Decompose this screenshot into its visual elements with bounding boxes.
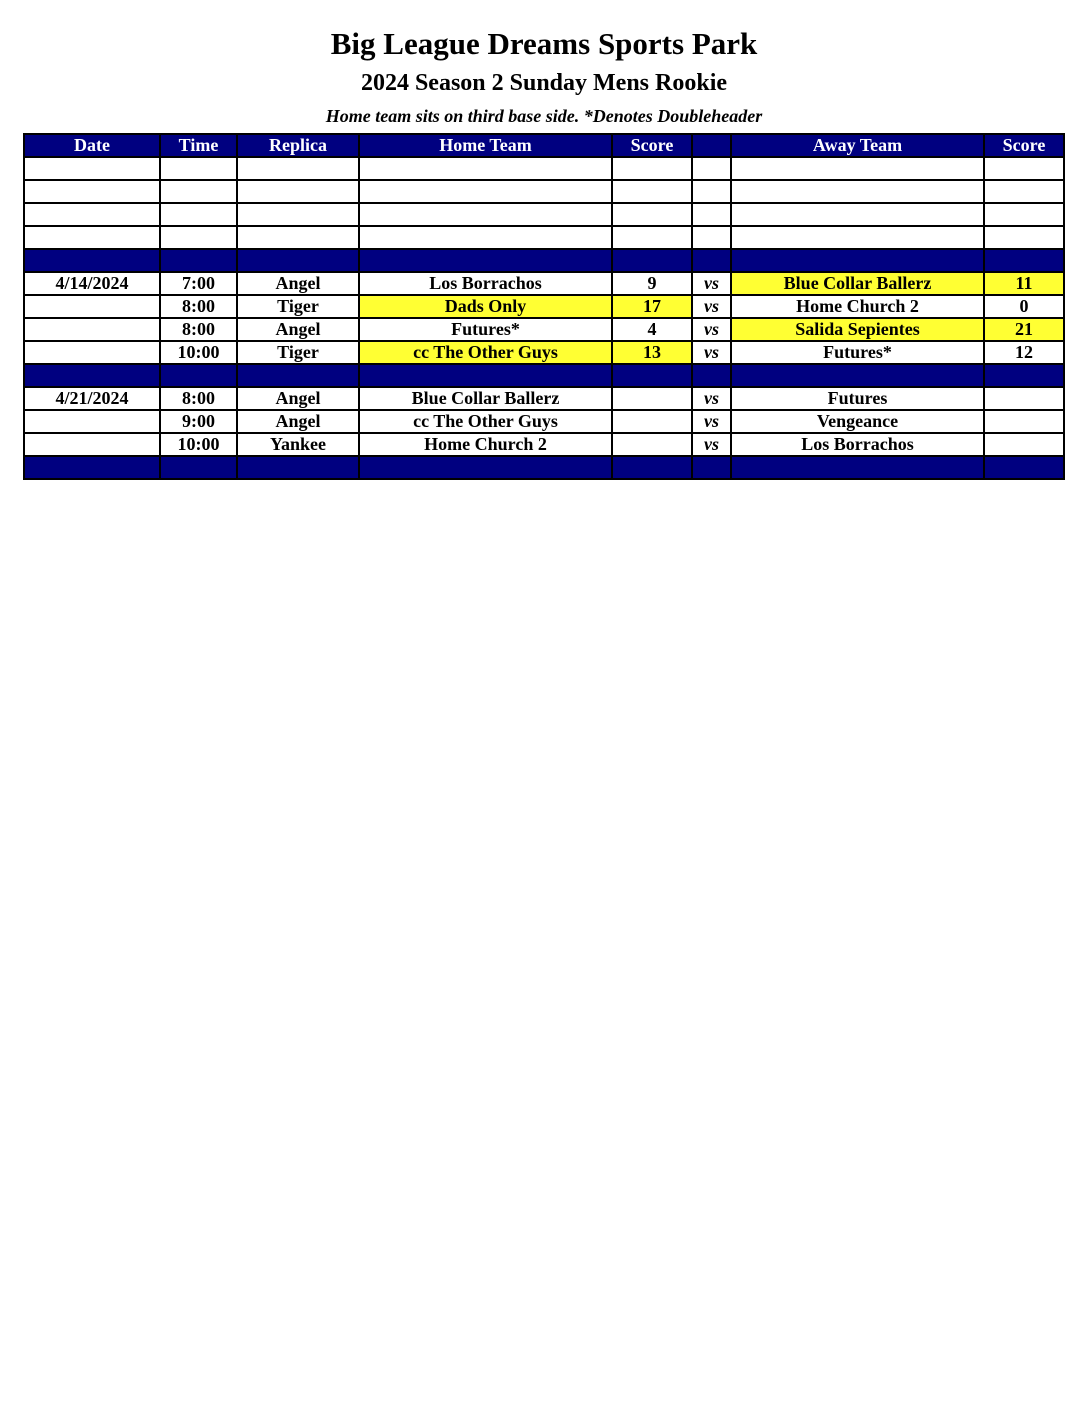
home-score: 13: [612, 341, 692, 364]
game-field: Angel: [237, 410, 359, 433]
col-header-away-team: Away Team: [731, 134, 984, 157]
col-header-time: Time: [160, 134, 237, 157]
header-row: [24, 134, 1064, 157]
vs-label: vs: [692, 341, 731, 364]
col-header-home-score: Score: [612, 134, 692, 157]
game-time: 10:00: [160, 433, 237, 456]
game-field: Tiger: [237, 341, 359, 364]
away-team: Los Borrachos: [731, 433, 984, 456]
season-subtitle: 2024 Season 2 Sunday Mens Rookie: [360, 70, 728, 96]
home-team: Los Borrachos: [359, 272, 612, 295]
game-row: [24, 318, 1064, 341]
col-header-replica: Replica: [237, 134, 359, 157]
col-header-away-score: Score: [984, 134, 1064, 157]
home-team: cc The Other Guys: [359, 341, 612, 364]
away-score: [984, 387, 1064, 410]
game-row: [24, 272, 1064, 295]
home-score: 17: [612, 295, 692, 318]
separator-row: [24, 249, 1064, 272]
home-team: Blue Collar Ballerz: [359, 387, 612, 410]
separator-row: [24, 364, 1064, 387]
game-time: 8:00: [160, 387, 237, 410]
empty-row: [24, 180, 1064, 203]
home-score: 9: [612, 272, 692, 295]
away-team: Salida Sepientes: [731, 318, 984, 341]
game-date: [24, 341, 160, 364]
game-row: [24, 341, 1064, 364]
col-header-vs: [692, 134, 731, 157]
vs-label: vs: [692, 318, 731, 341]
vs-label: vs: [692, 433, 731, 456]
game-row: [24, 295, 1064, 318]
vs-label: vs: [692, 387, 731, 410]
game-field: Angel: [237, 272, 359, 295]
away-score: [984, 410, 1064, 433]
empty-row: [24, 226, 1064, 249]
game-row: [24, 387, 1064, 410]
game-row: [24, 410, 1064, 433]
game-date: 4/14/2024: [24, 272, 160, 295]
game-date: [24, 295, 160, 318]
game-time: 9:00: [160, 410, 237, 433]
empty-row: [24, 203, 1064, 226]
away-score: 12: [984, 341, 1064, 364]
home-score: [612, 387, 692, 410]
game-date: [24, 318, 160, 341]
home-score: [612, 410, 692, 433]
away-score: 21: [984, 318, 1064, 341]
home-score: [612, 433, 692, 456]
game-field: Angel: [237, 318, 359, 341]
page-title: Big League Dreams Sports Park: [330, 26, 758, 61]
away-team: Futures*: [731, 341, 984, 364]
game-date: [24, 410, 160, 433]
game-time: 8:00: [160, 318, 237, 341]
home-team: Futures*: [359, 318, 612, 341]
game-time: 10:00: [160, 341, 237, 364]
away-team: Home Church 2: [731, 295, 984, 318]
away-score: [984, 433, 1064, 456]
game-field: Yankee: [237, 433, 359, 456]
home-team: Dads Only: [359, 295, 612, 318]
away-team: Blue Collar Ballerz: [731, 272, 984, 295]
away-score: 0: [984, 295, 1064, 318]
game-field: Angel: [237, 387, 359, 410]
empty-row: [24, 157, 1064, 180]
away-team: Futures: [731, 387, 984, 410]
game-row: [24, 433, 1064, 456]
vs-label: vs: [692, 410, 731, 433]
game-time: 8:00: [160, 295, 237, 318]
col-header-date: Date: [24, 134, 160, 157]
schedule-note: Home team sits on third base side. *Denotes Doubleheader: [325, 106, 763, 126]
separator-row: [24, 456, 1064, 479]
col-header-home-team: Home Team: [359, 134, 612, 157]
game-date: 4/21/2024: [24, 387, 160, 410]
game-field: Tiger: [237, 295, 359, 318]
home-score: 4: [612, 318, 692, 341]
schedule-table: [23, 133, 1065, 480]
home-team: cc The Other Guys: [359, 410, 612, 433]
away-score: 11: [984, 272, 1064, 295]
vs-label: vs: [692, 295, 731, 318]
away-team: Vengeance: [731, 410, 984, 433]
game-date: [24, 433, 160, 456]
game-time: 7:00: [160, 272, 237, 295]
home-team: Home Church 2: [359, 433, 612, 456]
vs-label: vs: [692, 272, 731, 295]
